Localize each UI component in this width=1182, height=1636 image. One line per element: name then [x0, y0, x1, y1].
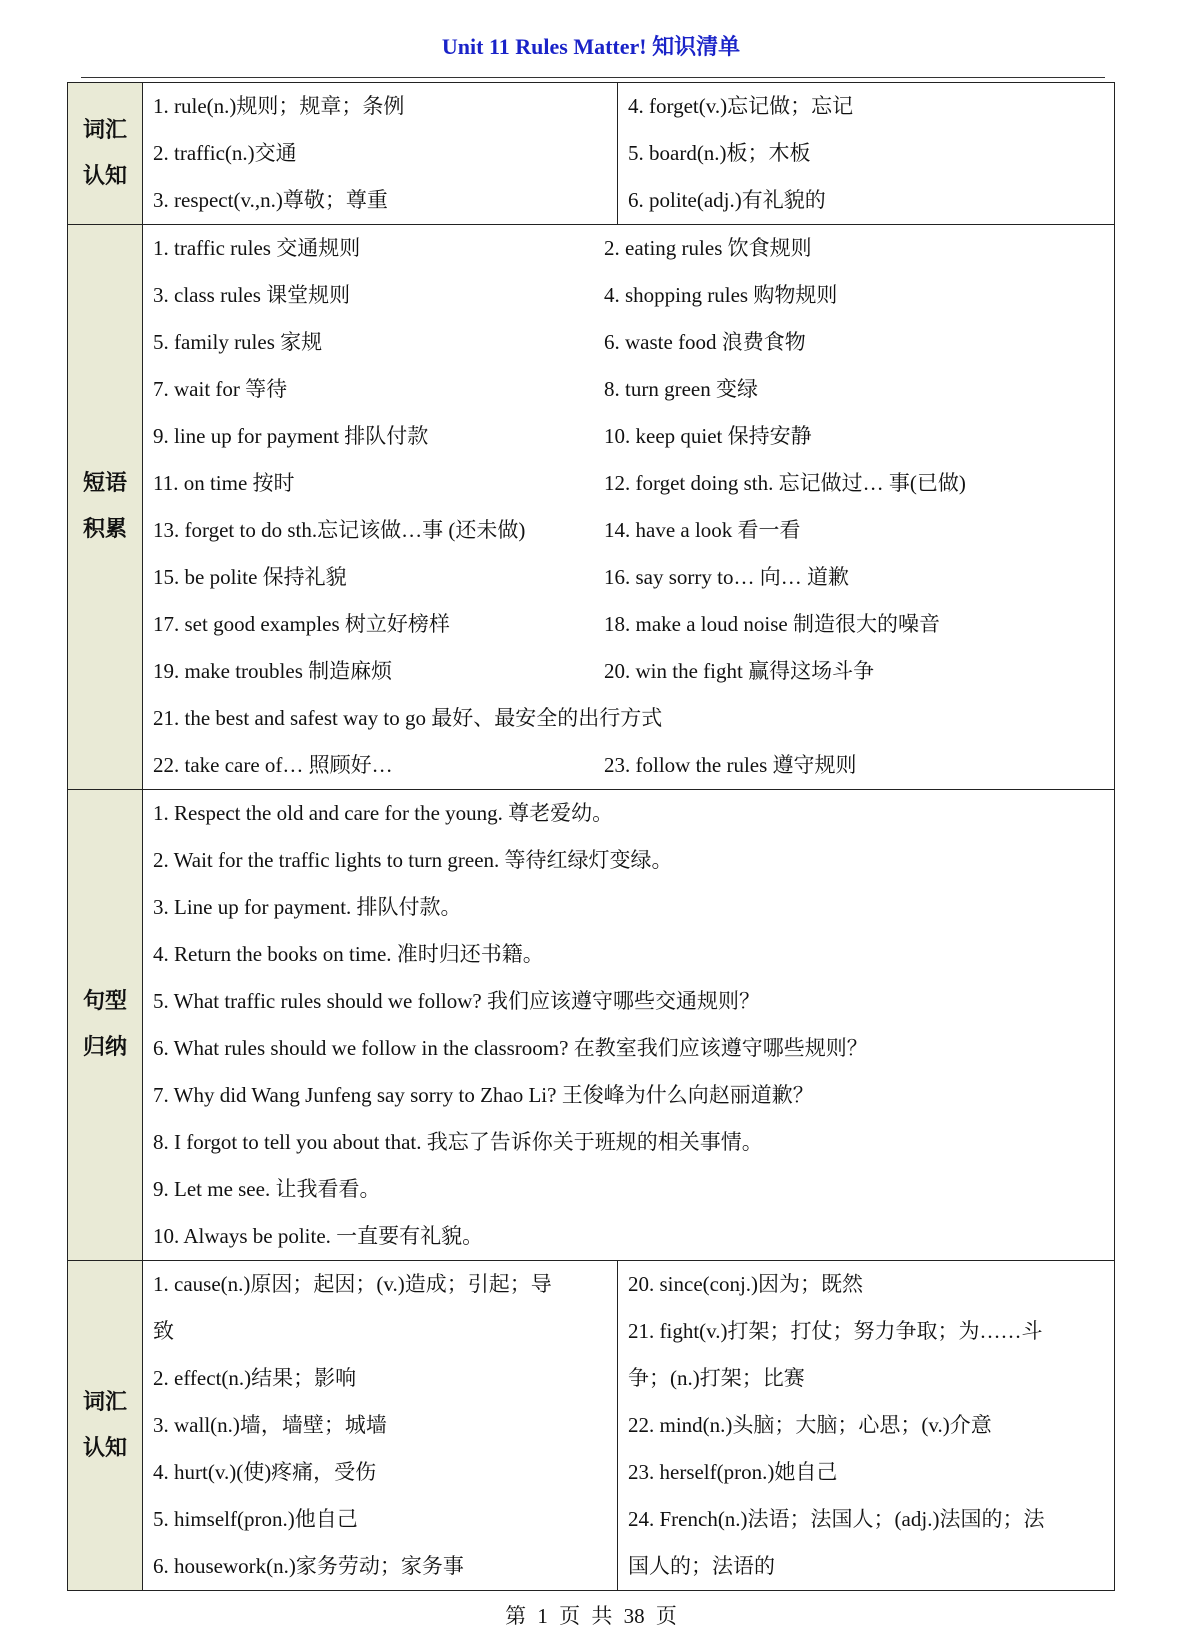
sentence-item: 7. Why did Wang Junfeng say sorry to Zhao Li? 王俊峰为什么向赵丽道歉？ [153, 1083, 814, 1107]
phrase-item: 3. class rules 课堂规则 [153, 283, 351, 307]
vocab-item: 22. mind(n.)头脑；大脑；心思；(v.)介意 [628, 1413, 992, 1437]
phrase-item: 17. set good examples 树立好榜样 [153, 612, 450, 636]
phrase-row [153, 648, 1104, 695]
vocab-item: 争；(n.)打架；比赛 [628, 1366, 805, 1390]
phrase-row [153, 554, 1104, 601]
vocab-item: 20. since(conj.)因为；既然 [628, 1272, 864, 1296]
phrase-item [604, 695, 1104, 742]
phrase-item: 2. eating rules 饮食规则 [604, 236, 812, 260]
vocab-item: 4. forget(v.)忘记做；忘记 [628, 94, 854, 118]
phrase-item: 22. take care of… 照顾好… [153, 753, 393, 777]
phrase-item: 15. be polite 保持礼貌 [153, 565, 347, 589]
sentence-item: 9. Let me see. 让我看看。 [153, 1177, 381, 1201]
sentence-item: 5. What traffic rules should we follow? 我们应该遵守哪些交通规则？ [153, 989, 760, 1013]
vocab-item: 致 [153, 1319, 174, 1343]
phrase-item: 11. on time 按时 [153, 471, 295, 495]
phrase-row [153, 507, 1104, 554]
phrases-content [143, 225, 1115, 790]
vocab-1-left [143, 83, 618, 225]
phrase-row [153, 319, 1104, 366]
phrase-row [153, 366, 1104, 413]
phrase-item: 5. family rules 家规 [153, 330, 323, 354]
vocab-item: 6. polite(adj.)有礼貌的 [628, 188, 826, 212]
vocab-item: 21. fight(v.)打架；打仗；努力争取；为……斗 [628, 1319, 1043, 1343]
sentences-section [68, 790, 1115, 1261]
page-footer: 第 1 页 共 38 页 [505, 1604, 677, 1628]
phrase-item: 8. turn green 变绿 [604, 377, 758, 401]
vocab-item: 2. traffic(n.)交通 [153, 141, 297, 165]
phrases-section [68, 225, 1115, 790]
phrase-item: 21. the best and safest way to go 最好、最安全的出行方式 [153, 706, 663, 730]
vocab-item: 23. herself(pron.)她自己 [628, 1460, 838, 1484]
vocab-item: 1. cause(n.)原因；起因；(v.)造成；引起；导 [153, 1272, 552, 1296]
phrase-row [153, 272, 1104, 319]
vocab-item: 24. French(n.)法语；法国人；(adj.)法国的；法 [628, 1507, 1045, 1531]
phrase-item: 20. win the fight 赢得这场斗争 [604, 659, 875, 683]
vocab-item: 3. wall(n.)墙，墙壁；城墙 [153, 1413, 387, 1437]
phrase-item: 4. shopping rules 购物规则 [604, 283, 838, 307]
phrase-row [153, 742, 1104, 789]
vocab-item: 5. himself(pron.)他自己 [153, 1507, 358, 1531]
vocab-item: 5. board(n.)板；木板 [628, 141, 811, 165]
phrase-item: 18. make a loud noise 制造很大的噪音 [604, 612, 940, 636]
sentence-item: 10. Always be polite. 一直要有礼貌。 [153, 1224, 484, 1248]
sentence-item: 8. I forgot to tell you about that. 我忘了告诉你关于班规的相关事情。 [153, 1130, 763, 1154]
vocab-1-right [618, 83, 1115, 225]
knowledge-table [67, 82, 1115, 1591]
sentences-content [143, 790, 1115, 1261]
vocab-item: 4. hurt(v.)(使)疼痛，受伤 [153, 1460, 377, 1484]
phrase-item: 13. forget to do sth.忘记该做…事 (还未做) [153, 518, 526, 542]
section-label-vocab-1: 词汇 认知 [68, 83, 143, 225]
phrase-item: 12. forget doing sth. 忘记做过… 事(已做) [604, 471, 966, 495]
section-label-vocab-2: 词汇 认知 [68, 1261, 143, 1591]
section-label-sentences: 句型 归纳 [68, 790, 143, 1261]
phrase-row [153, 413, 1104, 460]
vocab-item: 国人的；法语的 [628, 1554, 775, 1578]
page-title: Unit 11 Rules Matter! 知识清单 [441, 34, 741, 59]
phrase-item: 9. line up for payment 排队付款 [153, 424, 429, 448]
phrase-row [153, 695, 1104, 742]
sentence-item: 3. Line up for payment. 排队付款。 [153, 895, 462, 919]
sentence-list [143, 790, 1114, 1260]
sentence-item: 1. Respect the old and care for the young. 尊老爱幼。 [153, 801, 614, 825]
phrase-item: 1. traffic rules 交通规则 [153, 236, 361, 260]
vocab-section-2 [68, 1261, 1115, 1591]
sentence-item: 2. Wait for the traffic lights to turn green. 等待红绿灯变绿。 [153, 848, 673, 872]
phrase-item: 7. wait for 等待 [153, 377, 288, 401]
phrase-item: 6. waste food 浪费食物 [604, 330, 806, 354]
phrase-item: 14. have a look 看一看 [604, 518, 801, 542]
vocab-item: 1. rule(n.)规则；规章；条例 [153, 94, 405, 118]
vocab-2-right [618, 1261, 1115, 1591]
vocab-item: 2. effect(n.)结果；影响 [153, 1366, 357, 1390]
phrase-row [153, 601, 1104, 648]
phrase-item: 19. make troubles 制造麻烦 [153, 659, 393, 683]
phrase-row [153, 460, 1104, 507]
phrase-row [153, 225, 1104, 272]
phrase-item: 16. say sorry to… 向… 道歉 [604, 565, 849, 589]
section-label-phrases: 短语 积累 [68, 225, 143, 790]
title-divider [81, 77, 1105, 78]
phrase-item: 23. follow the rules 遵守规则 [604, 753, 857, 777]
sentence-item: 4. Return the books on time. 准时归还书籍。 [153, 942, 544, 966]
sentence-item: 6. What rules should we follow in the classroom? 在教室我们应该遵守哪些规则？ [153, 1036, 868, 1060]
vocab-2-left [143, 1261, 618, 1591]
vocab-item: 3. respect(v.,n.)尊敬；尊重 [153, 188, 388, 212]
vocab-item: 6. housework(n.)家务劳动；家务事 [153, 1554, 464, 1578]
vocab-section-1 [68, 83, 1115, 225]
phrase-item: 10. keep quiet 保持安静 [604, 424, 812, 448]
phrase-list [143, 225, 1114, 789]
